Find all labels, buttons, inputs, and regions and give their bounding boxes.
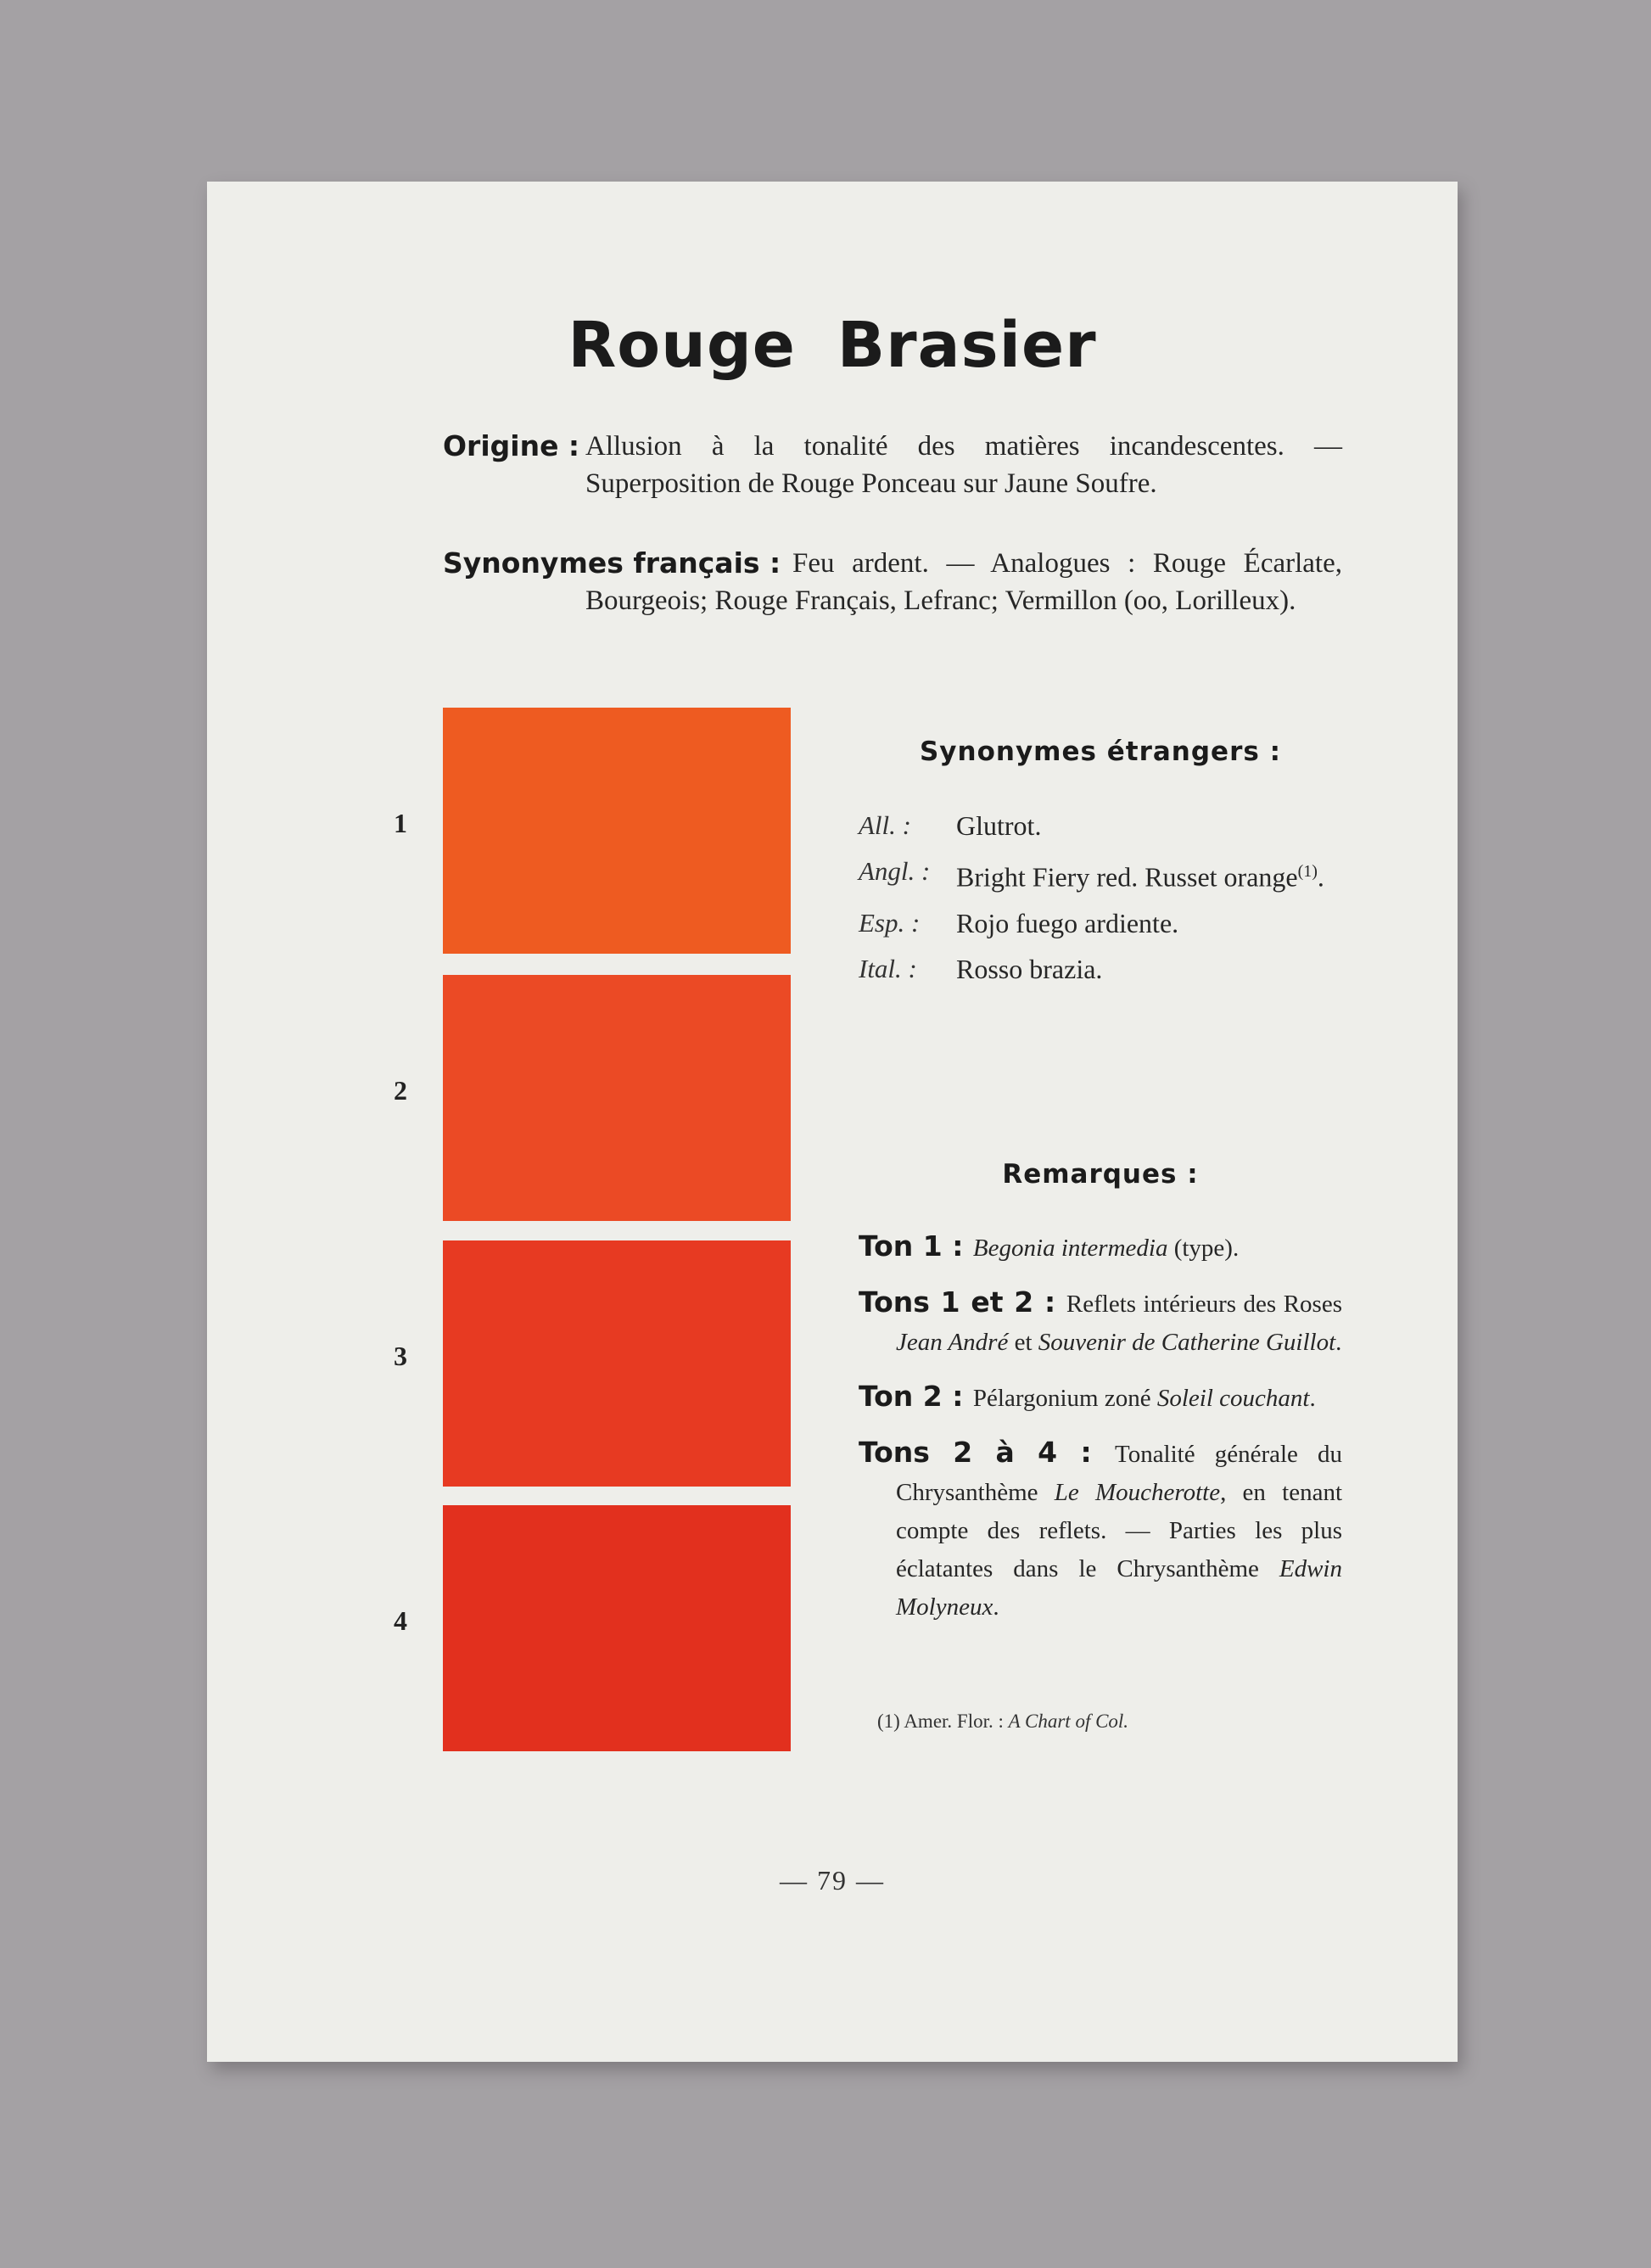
synonym-text: Bright Fiery red. Russet orange$^{(1)}$. <box>956 861 1324 893</box>
synonym-language: All. : <box>859 810 911 840</box>
footnote <box>877 1711 1128 1733</box>
remark-label: Tons 1 et 2 : <box>859 1285 1066 1319</box>
color-swatch-3 <box>443 1240 791 1487</box>
remark-item <box>859 1229 1342 1269</box>
remark-plain-text: . <box>1309 1385 1316 1412</box>
synonym-language: Ital. : <box>859 953 917 983</box>
page-title: Rouge Brasier <box>568 309 1097 382</box>
remark-italic-text: Jean André <box>896 1329 1009 1356</box>
synonym-language: Angl. : <box>859 856 931 886</box>
remark-plain-text: et <box>1008 1329 1038 1356</box>
footnote-mark: (1) <box>877 1711 900 1732</box>
page-number: — 79 — <box>780 1865 885 1896</box>
footnote-text: Amer. Flor. : <box>904 1711 1009 1732</box>
swatch-number: 4 <box>394 1605 407 1636</box>
remarques-list <box>859 1229 1342 1628</box>
synonymes-francais-paragraph <box>443 545 1342 619</box>
synonymes-francais-label: Synonymes français : <box>443 546 781 580</box>
remark-plain-text: . <box>993 1593 999 1621</box>
synonymes-etrangers-section <box>859 736 1342 997</box>
synonym-row <box>859 905 1342 941</box>
remark-plain-text: Tonalité générale du Chrysanthème <box>896 1441 1342 1506</box>
remark-plain-text: Reflets intérieurs des Roses <box>1066 1291 1343 1318</box>
remark-plain-text: , en tenant compte des reflets. — Parties les plus éclatantes dans le Chrysanthème <box>896 1479 1343 1582</box>
synonym-main-text: Bright Fiery red. Russet orange <box>956 861 1298 893</box>
remark-italic-text: Begonia intermedia <box>972 1235 1168 1262</box>
origine-paragraph <box>443 428 1342 502</box>
remark-text <box>973 1385 1316 1412</box>
synonym-language: Esp. : <box>859 907 921 938</box>
remark-plain-text: (type). <box>1167 1235 1240 1262</box>
remark-plain-text: . <box>1335 1329 1342 1356</box>
color-swatch-2 <box>443 975 791 1221</box>
remarques-section <box>859 1159 1342 1644</box>
swatch-number: 3 <box>394 1341 407 1371</box>
remark-label: Tons 2 à 4 : <box>859 1436 1115 1469</box>
swatch-number: 2 <box>394 1075 407 1106</box>
remark-item <box>859 1285 1342 1364</box>
remark-label: Ton 2 : <box>859 1380 973 1413</box>
remark-label: Ton 1 : <box>859 1229 973 1263</box>
remark-plain-text: Pélargonium zoné <box>972 1385 1157 1412</box>
synonymes-etrangers-list <box>859 808 1342 987</box>
synonym-row <box>859 808 1342 843</box>
synonym-row <box>859 951 1342 987</box>
document-page <box>207 182 1458 2062</box>
remark-item <box>859 1379 1342 1420</box>
footnote-reference: (1) <box>1297 862 1318 881</box>
synonym-row <box>859 854 1342 895</box>
synonymes-etrangers-heading: Synonymes étrangers : <box>919 736 1281 767</box>
synonymes-francais-text: Feu ardent. — Analogues : Rouge Écarlate, Bourgeois; Rouge Français, Lefranc; Vermillon (oo, Lorilleux). <box>585 548 1342 616</box>
swatch-number: 1 <box>394 808 407 838</box>
origine-label: Origine : <box>443 429 580 462</box>
remark-italic-text: Soleil couchant <box>1156 1385 1310 1412</box>
color-swatch-1 <box>443 708 791 954</box>
synonym-text: Rosso brazia. <box>956 953 1103 984</box>
remark-italic-text: Le Moucherotte <box>1054 1479 1221 1506</box>
remark-italic-text: Edwin Molyneux <box>896 1555 1342 1621</box>
synonym-text: Glutrot. <box>956 810 1042 841</box>
color-swatch-4 <box>443 1505 791 1751</box>
remark-item <box>859 1435 1342 1628</box>
remark-text <box>973 1235 1239 1262</box>
remark-italic-text: Souvenir de Catherine Guillot <box>1038 1329 1336 1356</box>
synonym-text: Rojo fuego ardiente. <box>956 907 1179 938</box>
remarques-heading: Remarques : <box>1002 1159 1199 1190</box>
footnote-source: A Chart of Col. <box>1008 1711 1129 1732</box>
origine-text: Allusion à la tonalité des matières incandescentes. — Superposition de Rouge Ponceau sur Jaune Soufre. <box>585 431 1342 499</box>
